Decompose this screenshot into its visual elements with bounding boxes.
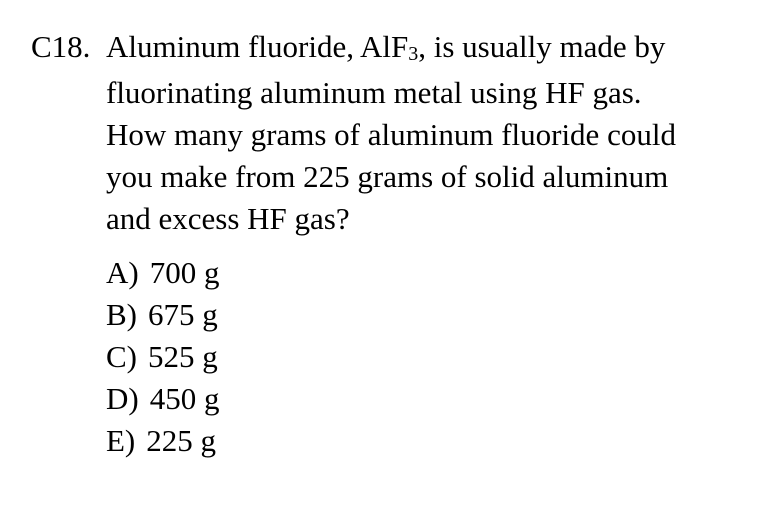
choice-d[interactable]	[106, 378, 746, 420]
choice-e[interactable]	[106, 420, 746, 462]
question-line-1b: , is usually made by	[418, 29, 666, 64]
choice-value: 225 g	[146, 423, 217, 458]
choice-letter: D)	[106, 381, 139, 416]
question-text	[106, 26, 746, 240]
question-line-4: you make from 225 grams of solid aluminum	[106, 159, 669, 194]
question-line-3: How many grams of aluminum fluoride could	[106, 117, 676, 152]
question-line-2: fluorinating aluminum metal using HF gas.	[106, 75, 642, 110]
question-line-1a: Aluminum fluoride, AlF	[106, 29, 409, 64]
choice-letter: E)	[106, 423, 136, 458]
choice-letter: A)	[106, 255, 139, 290]
choice-letter: B)	[106, 297, 137, 332]
question-line-1	[106, 26, 746, 72]
answer-choices	[106, 252, 746, 462]
choice-a[interactable]	[106, 252, 746, 294]
choice-value: 450 g	[149, 381, 220, 416]
question-body	[106, 26, 746, 462]
formula-subscript: 3	[408, 43, 419, 65]
question-line-5: and excess HF gas?	[106, 201, 350, 236]
choice-b[interactable]	[106, 294, 746, 336]
choice-c[interactable]	[106, 336, 746, 378]
choice-letter: C)	[106, 339, 137, 374]
choice-value: 675 g	[148, 297, 218, 332]
choice-value: 525 g	[148, 339, 218, 374]
question-number: C18.	[31, 29, 91, 64]
choice-value: 700 g	[149, 255, 220, 290]
